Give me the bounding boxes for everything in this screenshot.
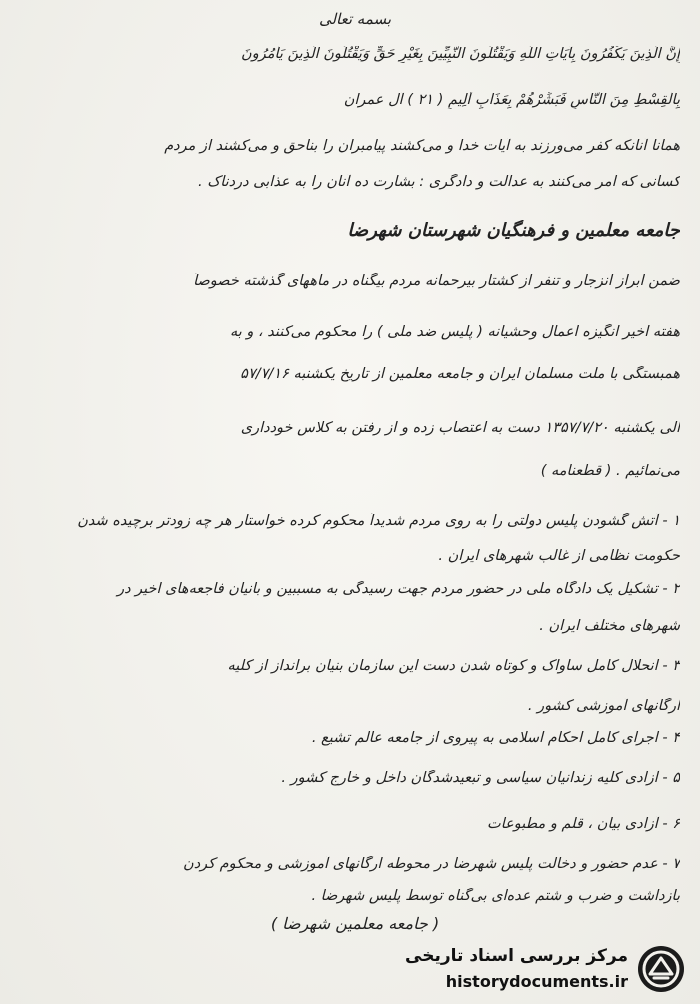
- document-title: جامعه معلمین و فرهنگیان شهرستان شهرضا: [347, 220, 680, 241]
- quran-verse-line-1: إِنَّ الَّذِينَ يَكْفُرُونَ بِآيَاتِ اللَّهِ وَيَقْتُلُونَ النَّبِيِّينَ بِغَيْرِ حَقٍّ وَيَقْتُلُونَ الَّذِينَ يَأْمُرُونَ: [241, 46, 680, 62]
- resolution-item-3-line-2: ارگانهای آموزشی کشور .: [527, 698, 680, 714]
- archive-logo-icon: [636, 944, 686, 994]
- body-line-2: هفته اخیر انگیزه اعمال وحشیانه ( پلیس ضد ملی ) را محکوم می‌کنند ، و به: [229, 324, 680, 340]
- resolution-item-7-line-1: ۷ - عدم حضور و دخالت پلیس شهرضا در محوطه ارگانهای آموزشی و محکوم کردن: [183, 856, 680, 872]
- body-line-4: الی یکشنبه ۱۳۵۷/۷/۲۰ دست به اعتصاب زده و از رفتن به کلاس خودداری: [240, 420, 680, 436]
- resolution-item-1-line-2: حکومت نظامی از غالب شهرهای ایران .: [438, 548, 680, 564]
- resolution-item-3-line-1: ۳ - انحلال کامل ساواک و کوتاه شدن دست این سازمان بنیان برانداز از کلیه: [227, 658, 680, 674]
- archive-name: مرکز بررسی اسناد تاریخی: [405, 946, 628, 966]
- body-line-5: می‌نمائیم . ( قطعنامه ): [540, 463, 680, 479]
- resolution-item-4: ۴ - اجرای کامل احکام اسلامی به پیروی از جامعه عالم تشیع .: [311, 730, 680, 746]
- translation-line-1: همانا آنانکه کفر می‌ورزند به آیات خدا و می‌کشند پیامبران را بناحق و می‌کشند از مردم: [164, 138, 680, 154]
- document-heading: بسمه تعالی: [318, 10, 392, 28]
- archive-watermark: [380, 940, 690, 998]
- resolution-item-7-line-2: بازداشت و ضرب و شتم عده‌ای بی‌گناه توسط پلیس شهرضا .: [311, 888, 680, 904]
- resolution-item-6: ۶ - آزادی بیان ، قلم و مطبوعات: [487, 816, 680, 832]
- resolution-item-5: ۵ - آزادی کلیه زندانیان سیاسی و تبعیدشدگان داخل و خارج کشور .: [281, 770, 680, 786]
- body-line-3: همبستگی با ملت مسلمان ایران و جامعه معلمین از تاریخ یکشنبه ۵۷/۷/۱۶: [240, 366, 680, 382]
- resolution-item-1-line-1: ۱ - آتش گشودن پلیس دولتی را به روی مردم شدیداً محکوم کرده خواستار هر چه زودتر برچیده شدن: [77, 513, 680, 529]
- signature-line: ( جامعه معلمین شهرضا ): [270, 914, 440, 933]
- translation-line-2: کسانی که امر می‌کنند به عدالت و دادگری : بشارت ده آنان را به عذابی دردناک .: [198, 174, 680, 190]
- body-line-1: ضمن ابراز انزجار و تنفر از کشتار بیرحمانه مردم بیگناه در ماههای گذشته خصوصاً: [193, 273, 680, 289]
- resolution-item-2-line-2: شهرهای مختلف ایران .: [539, 618, 680, 634]
- archive-url: historydocuments.ir: [445, 972, 628, 991]
- resolution-item-2-line-1: ۲ - تشکیل یک دادگاه ملی در حضور مردم جهت رسیدگی به مسببین و بانیان فاجعه‌های اخیر در: [117, 581, 680, 597]
- handwritten-letter: [30, 8, 680, 933]
- quran-verse-line-2: بِالْقِسْطِ مِنَ النَّاسِ فَبَشِّرْهُمْ بِعَذَابٍ أَلِيمٍ ( ۲۱ ) آل عمران: [343, 92, 680, 108]
